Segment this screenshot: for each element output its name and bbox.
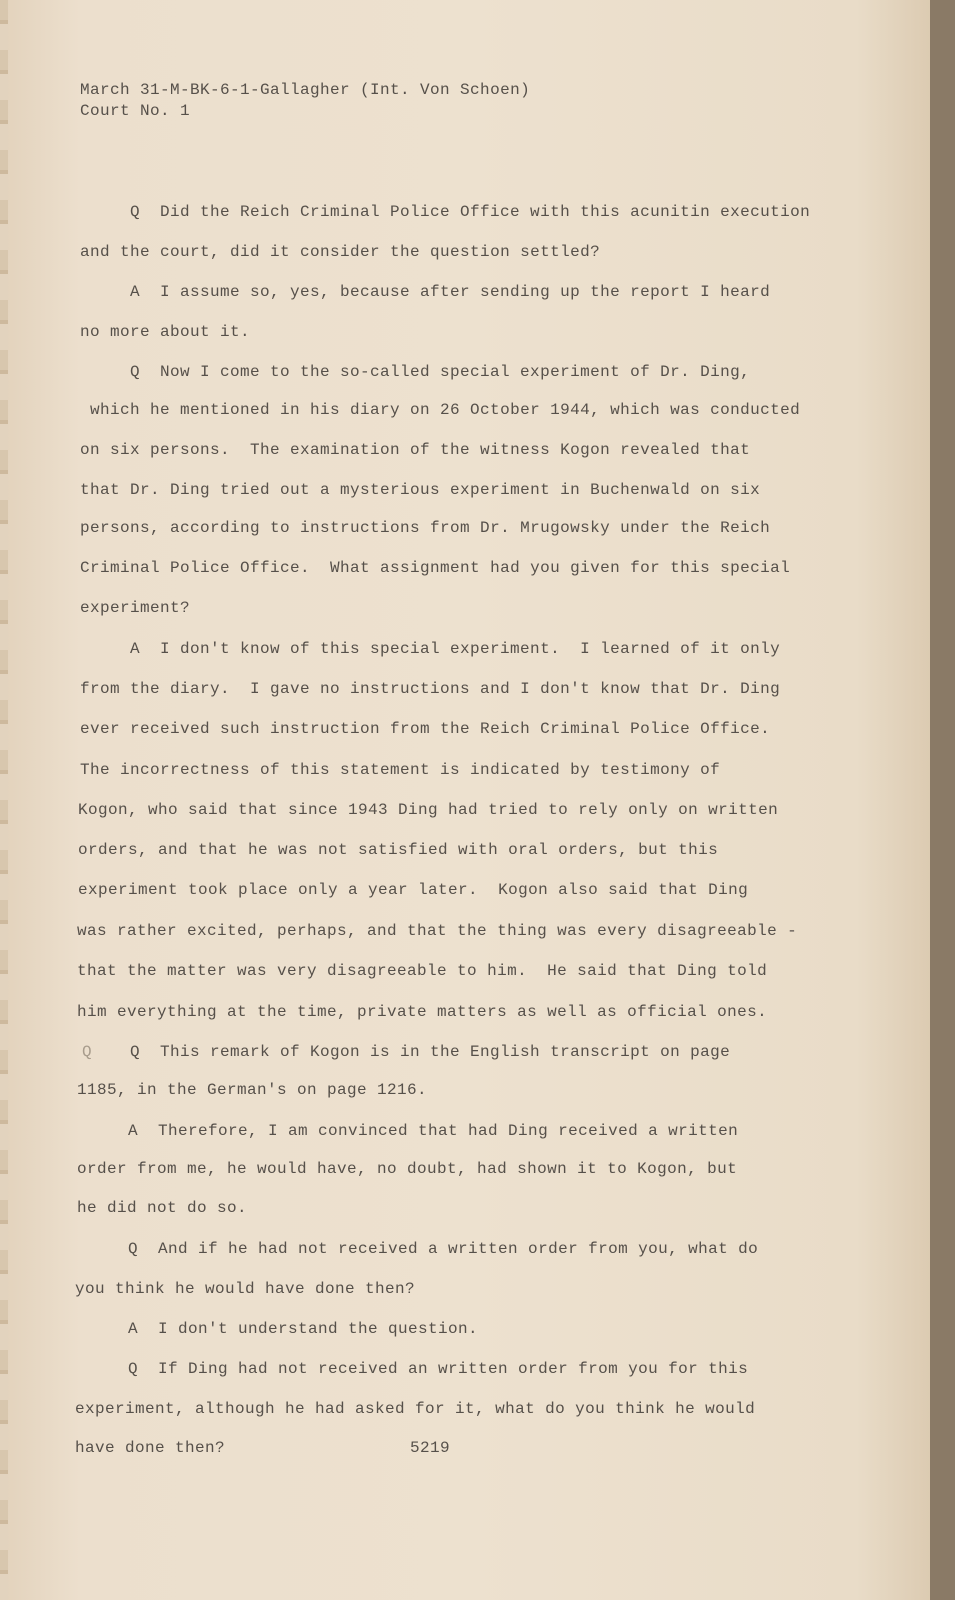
transcript-line: that Dr. Ding tried out a mysterious experiment in Buchenwald on six <box>80 481 761 499</box>
transcript-line: that the matter was very disagreeable to him. He said that Ding told <box>77 962 768 980</box>
transcript-line: no more about it. <box>80 323 251 341</box>
transcript-line: ever received such instruction from the Reich Criminal Police Office. <box>80 720 771 738</box>
transcript-line: A I don't understand the question. <box>128 1320 479 1338</box>
transcript-line: Q Now I come to the so-called special experiment of Dr. Ding, <box>130 363 751 381</box>
transcript-line: Kogon, who said that since 1943 Ding had tried to rely only on written <box>78 801 779 819</box>
transcript-line: him everything at the time, private matters as well as official ones. <box>77 1003 768 1021</box>
page-number: 5219 <box>410 1439 451 1457</box>
transcript-line: Q This remark of Kogon is in the English transcript on page <box>130 1043 731 1061</box>
transcript-line: A Therefore, I am convinced that had Ding received a written <box>128 1122 739 1140</box>
transcript-line: 1185, in the German's on page 1216. <box>77 1081 428 1099</box>
transcript-line: which he mentioned in his diary on 26 October 1944, which was conducted <box>90 401 801 419</box>
transcript-line: order from me, he would have, no doubt, had shown it to Kogon, but <box>77 1160 738 1178</box>
transcript-line: was rather excited, perhaps, and that the thing was every disagreeable - <box>77 922 798 940</box>
transcript-line: from the diary. I gave no instructions and I don't know that Dr. Ding <box>80 680 781 698</box>
transcript-line: persons, according to instructions from Dr. Mrugowsky under the Reich <box>80 519 771 537</box>
transcript-line: experiment took place only a year later. Kogon also said that Ding <box>78 881 749 899</box>
transcript-line: A I don't know of this special experiment. I learned of it only <box>130 640 781 658</box>
transcript-line: Q And if he had not received a written order from you, what do <box>128 1240 759 1258</box>
transcript-line: have done then? <box>75 1439 226 1457</box>
transcript-line: orders, and that he was not satisfied with oral orders, but this <box>78 841 719 859</box>
transcript-line: and the court, did it consider the question settled? <box>80 243 601 261</box>
transcript-line: on six persons. The examination of the witness Kogon revealed that <box>80 441 751 459</box>
transcript-line: A I assume so, yes, because after sending up the report I heard <box>130 283 771 301</box>
transcript-line: Criminal Police Office. What assignment had you given for this special <box>80 559 791 577</box>
transcript-line: The incorrectness of this statement is indicated by testimony of <box>80 761 721 779</box>
transcript-line: experiment? <box>80 599 191 617</box>
transcript-line: Q If Ding had not received an written order from you for this <box>128 1360 749 1378</box>
transcript-line: Q Did the Reich Criminal Police Office with this acunitin execution <box>130 203 811 221</box>
page-right-border <box>930 0 955 1600</box>
stray-q-mark: Q <box>82 1043 93 1061</box>
torn-left-edge <box>0 0 8 1600</box>
transcript-line: you think he would have done then? <box>75 1280 416 1298</box>
transcript-line: experiment, although he had asked for it, what do you think he would <box>75 1400 756 1418</box>
header-court: Court No. 1 <box>80 102 191 120</box>
transcript-line: he did not do so. <box>77 1199 248 1217</box>
header-title: March 31-M-BK-6-1-Gallagher (Int. Von Schoen) <box>80 81 531 99</box>
